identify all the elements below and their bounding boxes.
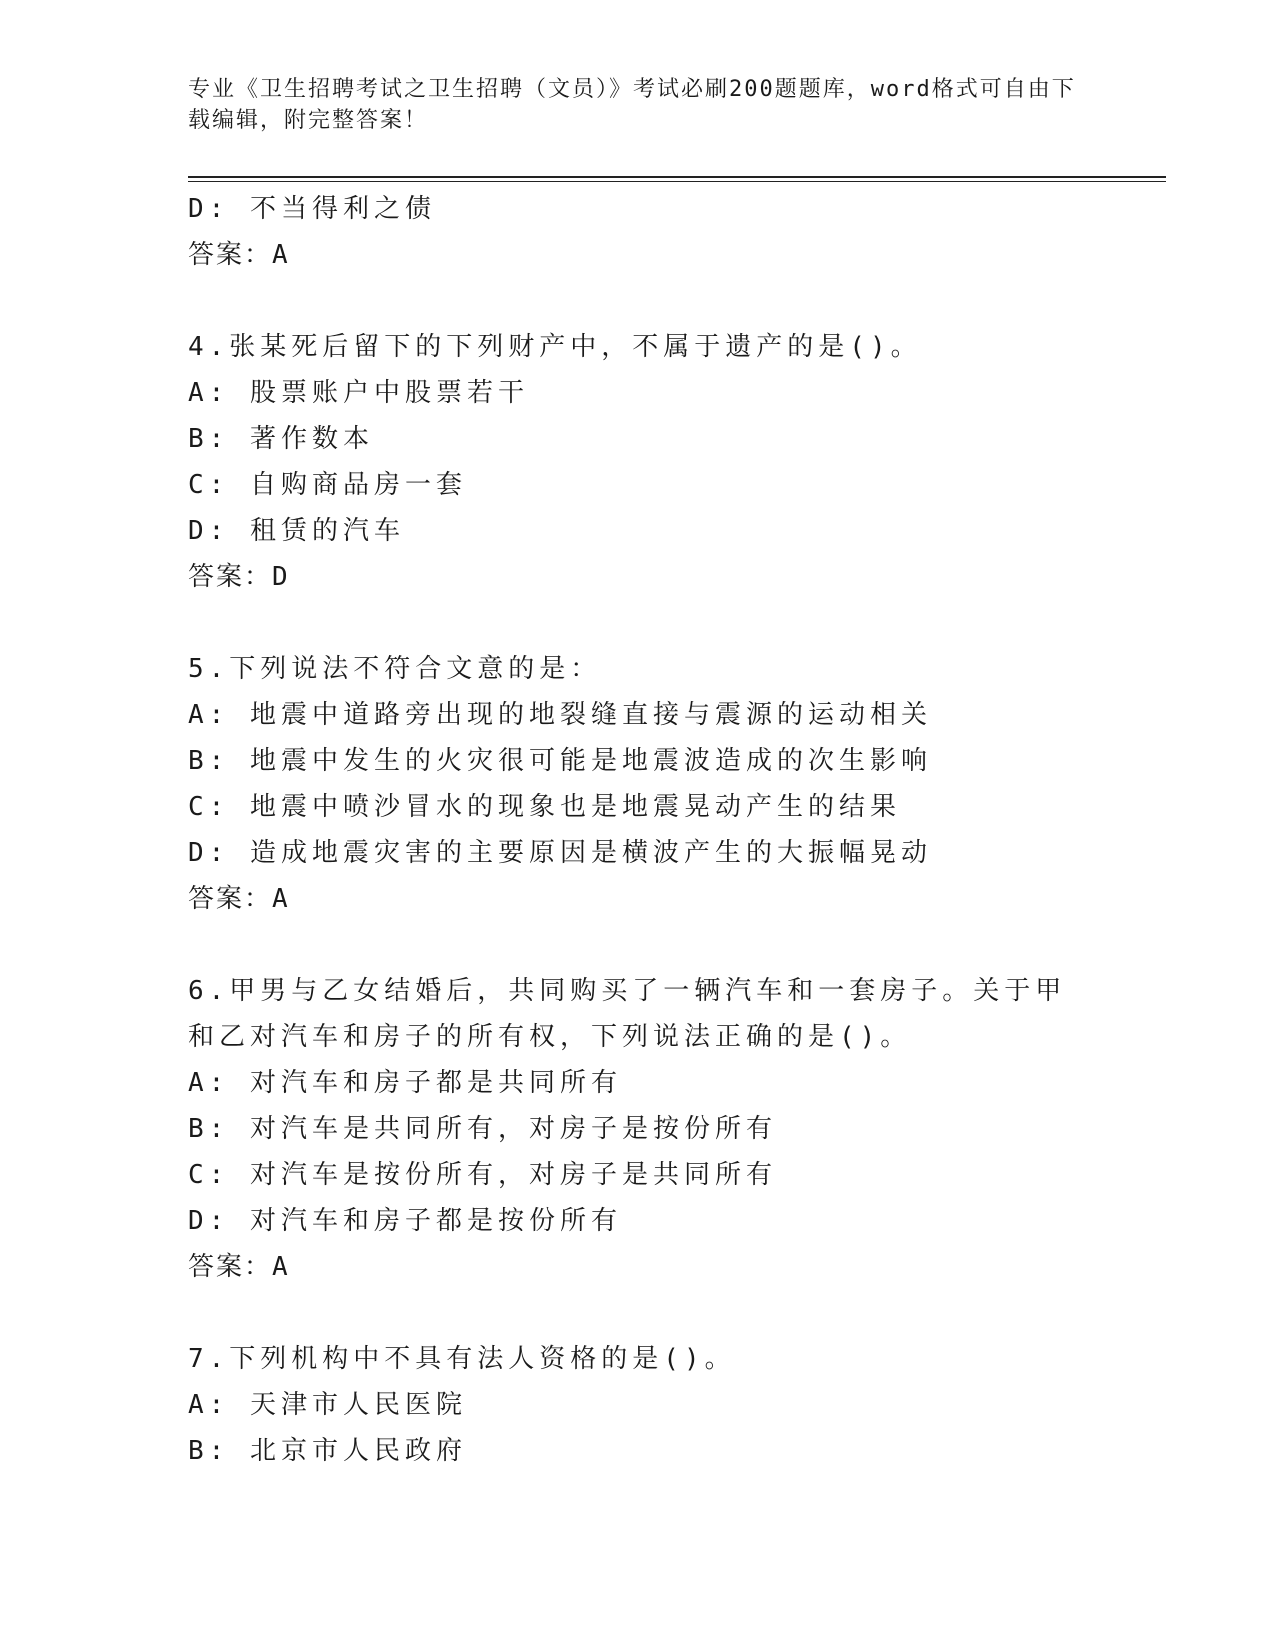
- option-text: 造成地震灾害的主要原因是横波产生的大振幅晃动: [249, 838, 932, 868]
- question-list: [188, 186, 1088, 1474]
- option-c: [188, 462, 1088, 508]
- answer-label: 答案：: [188, 562, 273, 592]
- question-5: [188, 646, 1088, 922]
- option-text: 著作数本: [249, 424, 374, 454]
- option-text: 对汽车和房子都是共同所有: [249, 1068, 622, 1098]
- option-text: 地震中喷沙冒水的现象也是地震晃动产生的结果: [249, 792, 901, 822]
- option-letter: D:: [188, 516, 230, 546]
- option-a: [188, 370, 1088, 416]
- option-text: 自购商品房一套: [249, 470, 467, 500]
- option-b: [188, 1106, 1088, 1152]
- answer-value: D: [272, 562, 290, 592]
- option-letter: A:: [188, 378, 230, 408]
- page-header: 专业《卫生招聘考试之卫生招聘（文员）》考试必刷200题题库，word格式可自由下载编辑，附完整答案！: [188, 77, 1076, 133]
- option-text: 北京市人民政府: [249, 1436, 467, 1466]
- option-text: 地震中发生的火灾很可能是地震波造成的次生影响: [249, 746, 932, 776]
- question-stem: 5.下列说法不符合文意的是：: [188, 654, 602, 684]
- option-text: 对汽车是按份所有，对房子是共同所有: [249, 1160, 777, 1190]
- question-4: [188, 324, 1088, 600]
- option-d: [188, 1198, 1088, 1244]
- option-letter: A:: [188, 700, 230, 730]
- option-letter: B:: [188, 424, 230, 454]
- option-d: [188, 830, 1088, 876]
- option-letter: C:: [188, 1160, 230, 1190]
- answer-line: [188, 1244, 1088, 1290]
- answer-label: 答案：: [188, 240, 273, 270]
- answer-label: 答案：: [188, 884, 273, 914]
- option-text: 股票账户中股票若干: [249, 378, 529, 408]
- option-letter: C:: [188, 792, 230, 822]
- option-c: [188, 1152, 1088, 1198]
- option-text: 不当得利之债: [249, 194, 436, 224]
- option-text: 对汽车和房子都是按份所有: [249, 1206, 622, 1236]
- option-c: [188, 784, 1088, 830]
- answer-label: 答案：: [188, 1252, 273, 1282]
- header-divider: [188, 176, 1166, 182]
- question-stem: 7.下列机构中不具有法人资格的是()。: [188, 1344, 736, 1374]
- option-letter: B:: [188, 1436, 230, 1466]
- question-6: [188, 968, 1088, 1290]
- option-letter: D:: [188, 838, 230, 868]
- option-a: [188, 1060, 1088, 1106]
- option-text: 租赁的汽车: [249, 516, 405, 546]
- option-d: [188, 186, 1088, 232]
- option-letter: A:: [188, 1068, 230, 1098]
- answer-value: A: [272, 884, 290, 914]
- option-text: 地震中道路旁出现的地裂缝直接与震源的运动相关: [249, 700, 932, 730]
- option-letter: B:: [188, 746, 230, 776]
- answer-line: [188, 554, 1088, 600]
- question-7: [188, 1336, 1088, 1474]
- option-d: [188, 508, 1088, 554]
- answer-value: A: [272, 240, 290, 270]
- answer-line: [188, 232, 1088, 278]
- answer-line: [188, 876, 1088, 922]
- option-a: [188, 692, 1088, 738]
- question-stem: 4.张某死后留下的下列财产中，不属于遗产的是()。: [188, 332, 922, 362]
- option-b: [188, 1428, 1088, 1474]
- question-stem: 6.甲男与乙女结婚后，共同购买了一辆汽车和一套房子。关于甲和乙对汽车和房子的所有权，下列说法正确的是()。: [188, 976, 1067, 1052]
- option-b: [188, 416, 1088, 462]
- option-text: 天津市人民医院: [249, 1390, 467, 1420]
- option-letter: D:: [188, 1206, 230, 1236]
- option-a: [188, 1382, 1088, 1428]
- option-text: 对汽车是共同所有，对房子是按份所有: [249, 1114, 777, 1144]
- answer-value: A: [272, 1252, 290, 1282]
- option-letter: B:: [188, 1114, 230, 1144]
- question-carryover: [188, 186, 1088, 278]
- option-letter: C:: [188, 470, 230, 500]
- option-b: [188, 738, 1088, 784]
- option-letter: A:: [188, 1390, 230, 1420]
- option-letter: D:: [188, 194, 230, 224]
